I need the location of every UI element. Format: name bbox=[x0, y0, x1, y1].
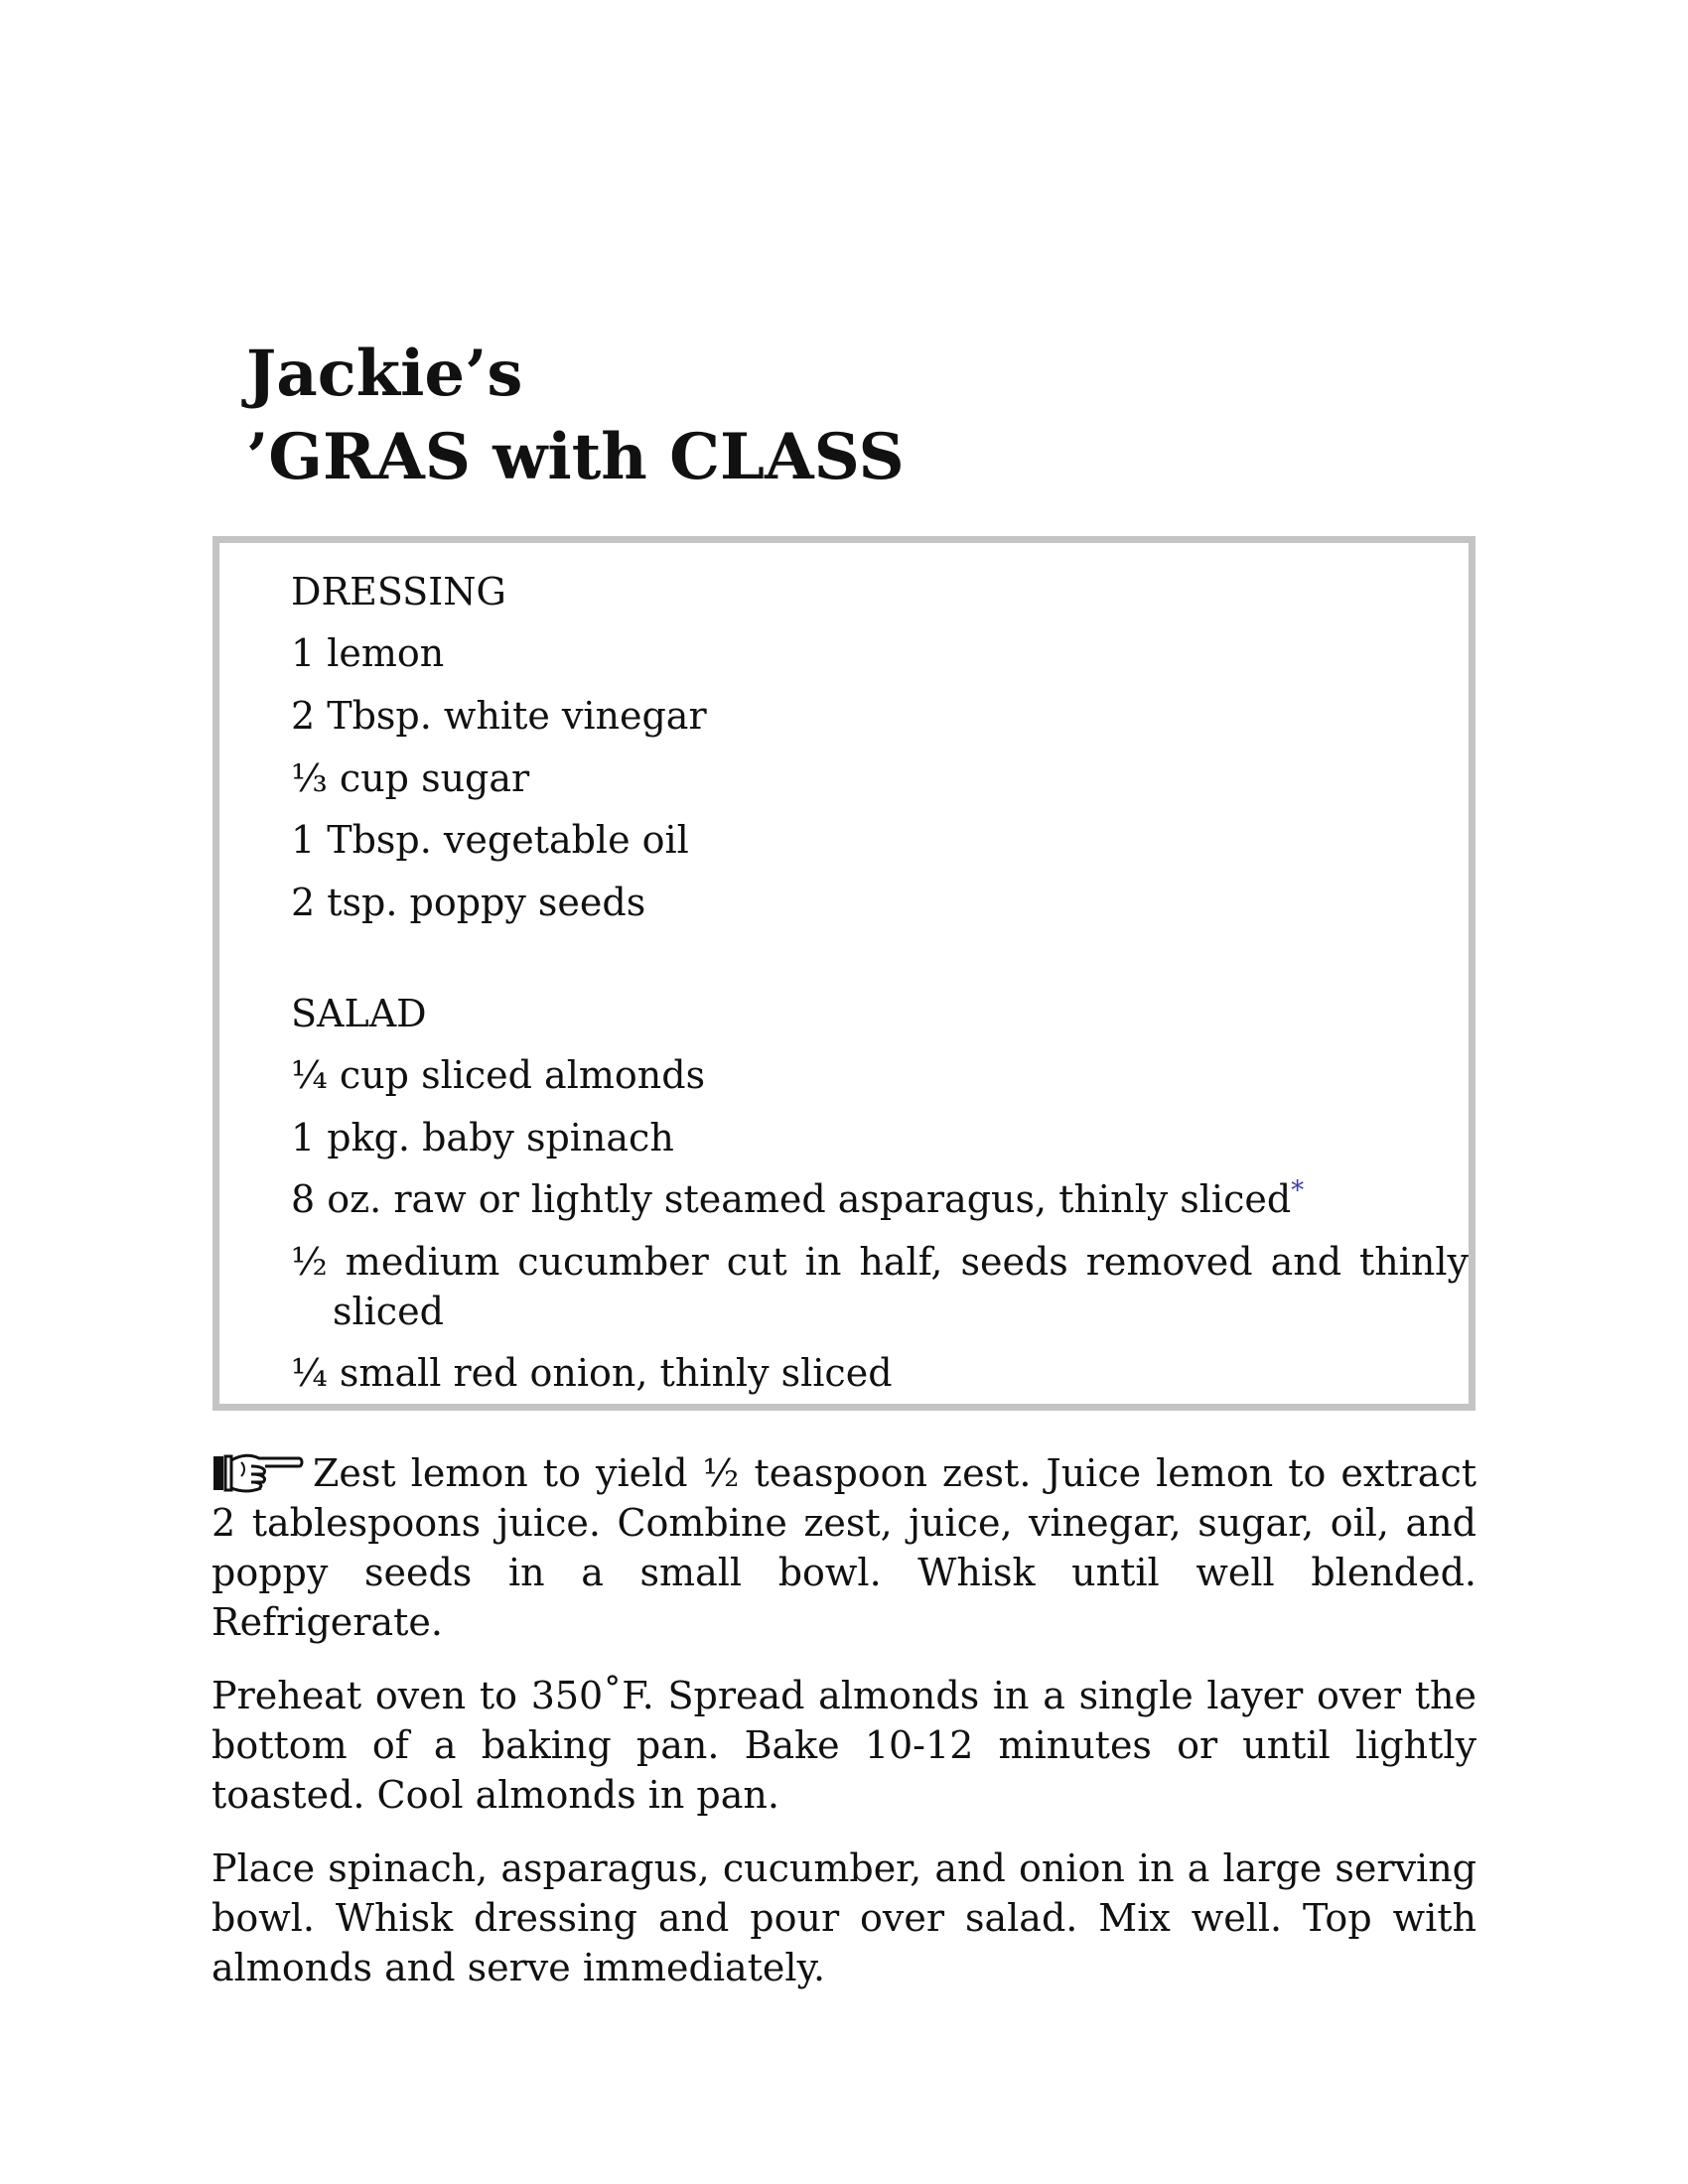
footnote-asterisk: * bbox=[1291, 1175, 1305, 1206]
instruction-step: Place spinach, asparagus, cucumber, and onion in a large serving bowl. Whisk dressing and pour over salad. Mix well. Top with almonds and serve immediately. bbox=[211, 1846, 1477, 1989]
salad-ingredient: ¼ small red onion, thinly sliced bbox=[291, 1351, 893, 1395]
ingredients-box bbox=[212, 536, 1476, 1411]
dressing-ingredient: 2 Tbsp. white vinegar bbox=[291, 694, 707, 738]
recipe-title-line-2: ’GRAS with CLASS bbox=[246, 420, 905, 494]
salad-ingredient: ½ medium cucumber cut in half, seeds removed and thinly sliced bbox=[291, 1240, 1469, 1333]
dressing-ingredient: ⅓ cup sugar bbox=[291, 756, 530, 800]
instruction-text: Zest lemon to yield ½ teaspoon zest. Juice lemon to extract 2 tablespoons juice. Combine zest, juice, vinegar, sugar, oil, and poppy seeds in a small bowl. Whisk until well blended. Refrigerate. bbox=[211, 1451, 1477, 1644]
dressing-ingredient: 2 tsp. poppy seeds bbox=[291, 881, 646, 924]
dressing-ingredient: 1 Tbsp. vegetable oil bbox=[291, 818, 689, 862]
recipe-title bbox=[246, 333, 1438, 499]
salad-ingredient-asparagus bbox=[291, 1174, 1304, 1224]
salad-ingredient: 1 pkg. baby spinach bbox=[291, 1116, 674, 1160]
dressing-heading: DRESSING bbox=[291, 570, 506, 614]
instruction-step: Preheat oven to 350˚F. Spread almonds in a single layer over the bottom of a baking pan. Bake 10-12 minutes or until lightly toasted. Cool almonds in pan. bbox=[211, 1674, 1477, 1817]
salad-ingredient: ¼ cup sliced almonds bbox=[291, 1053, 706, 1097]
dressing-ingredient: 1 lemon bbox=[291, 631, 445, 675]
pointing-hand-icon bbox=[211, 1448, 305, 1498]
instruction-step bbox=[211, 1448, 1477, 1647]
salad-heading: SALAD bbox=[291, 992, 427, 1035]
instructions bbox=[211, 1448, 1477, 2016]
recipe-title-line-1: Jackie’s bbox=[246, 337, 523, 411]
salad-ingredient-text: 8 oz. raw or lightly steamed asparagus, thinly sliced bbox=[291, 1177, 1292, 1221]
